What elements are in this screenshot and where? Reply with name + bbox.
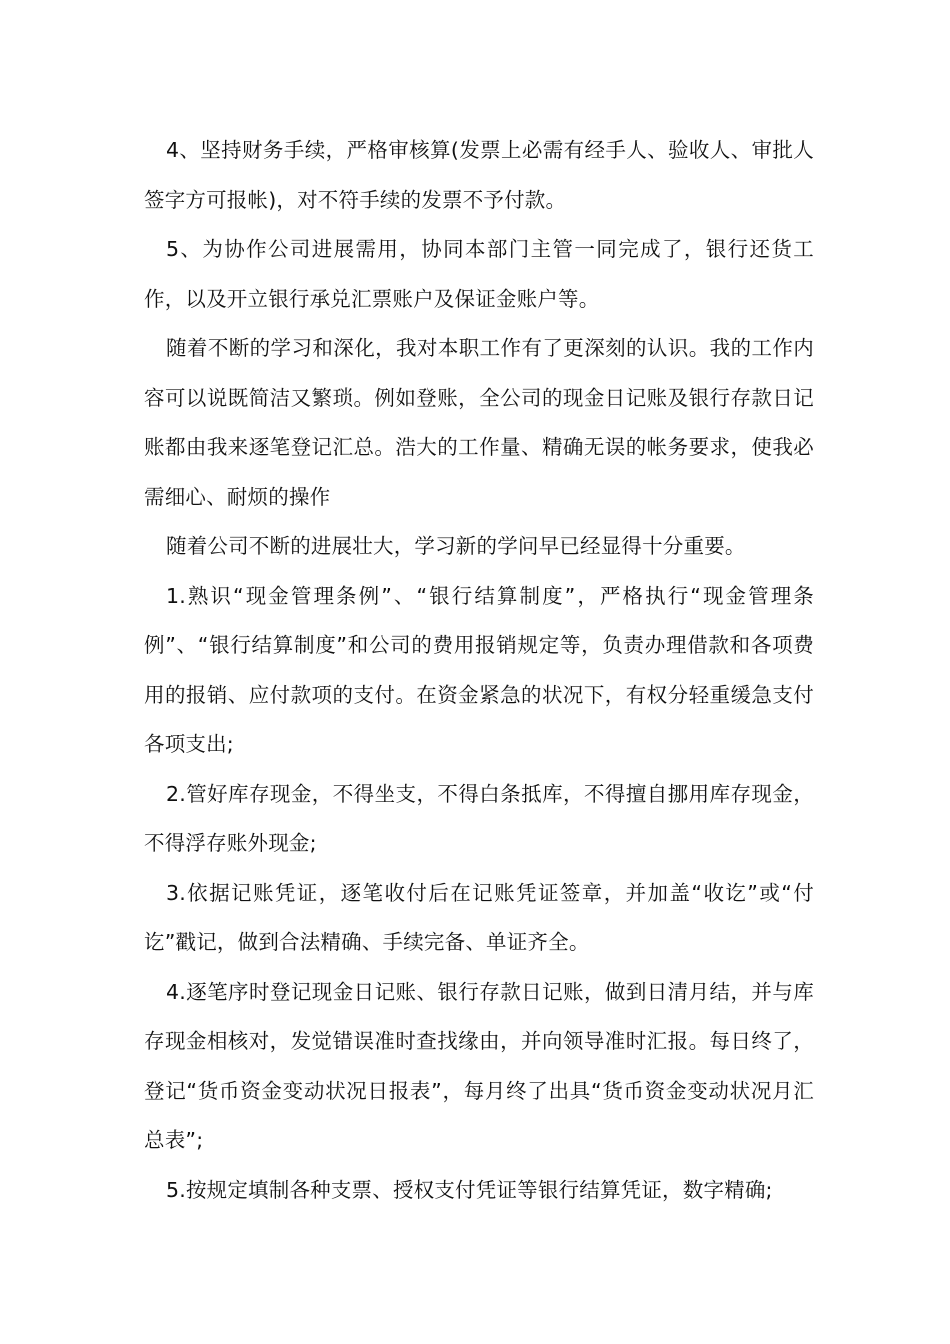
paragraph-item-5-settlement: 5.按规定填制各种支票、授权支付凭证等银行结算凭证，数字精确; xyxy=(166,1177,773,1202)
paragraph-work-understanding: 随着不断的学习和深化，我对本职工作有了更深刻的认识。我的工作内容可以说既简洁又繁琐。例如登账，全公司的现金日记账及银行存款日记账都由我来逐笔登记汇总。浩大的工作量、精确无误的帐务要求，使我必需细心、耐烦的操作 xyxy=(144,336,814,509)
paragraph-item-4-journals: 4.逐笔序时登记现金日记账、银行存款日记账，做到日清月结，并与库存现金相核对，发觉错误准时查找缘由，并向领导准时汇报。每日终了，登记“货币资金变动状况日报表”，每月终了出具“货币资金变动状况月汇总表”; xyxy=(144,979,814,1152)
paragraph-item-2-cash-custody: 2.管好库存现金，不得坐支，不得白条抵库，不得擅自挪用库存现金，不得浮存账外现金; xyxy=(144,781,814,855)
paragraph-item-3-vouchers: 3.依据记账凭证，逐笔收付后在记账凭证签章，并加盖“收讫”或“付讫”戳记，做到合法精确、手续完备、单证齐全。 xyxy=(144,880,814,954)
paragraph-item-1-cash-rules: 1.熟识“现金管理条例”、“银行结算制度”，严格执行“现金管理条例”、“银行结算制度”和公司的费用报销规定等，负责办理借款和各项费用的报销、应付款项的支付。在资金紧急的状况下，有权分轻重缓急支付各项支出; xyxy=(144,583,814,756)
paragraph-finance-procedures: 4、坚持财务手续，严格审核算(发票上必需有经手人、验收人、审批人签字方可报帐)，对不符手续的发票不予付款。 xyxy=(144,138,814,212)
paragraph-learning-importance: 随着公司不断的进展壮大，学习新的学问早已经显得十分重要。 xyxy=(166,534,746,558)
paragraph-bank-accounts: 5、为协作公司进展需用，协同本部门主管一同完成了，银行还货工作，以及开立银行承兑汇票账户及保证金账户等。 xyxy=(144,237,814,311)
document-body xyxy=(144,126,814,1215)
